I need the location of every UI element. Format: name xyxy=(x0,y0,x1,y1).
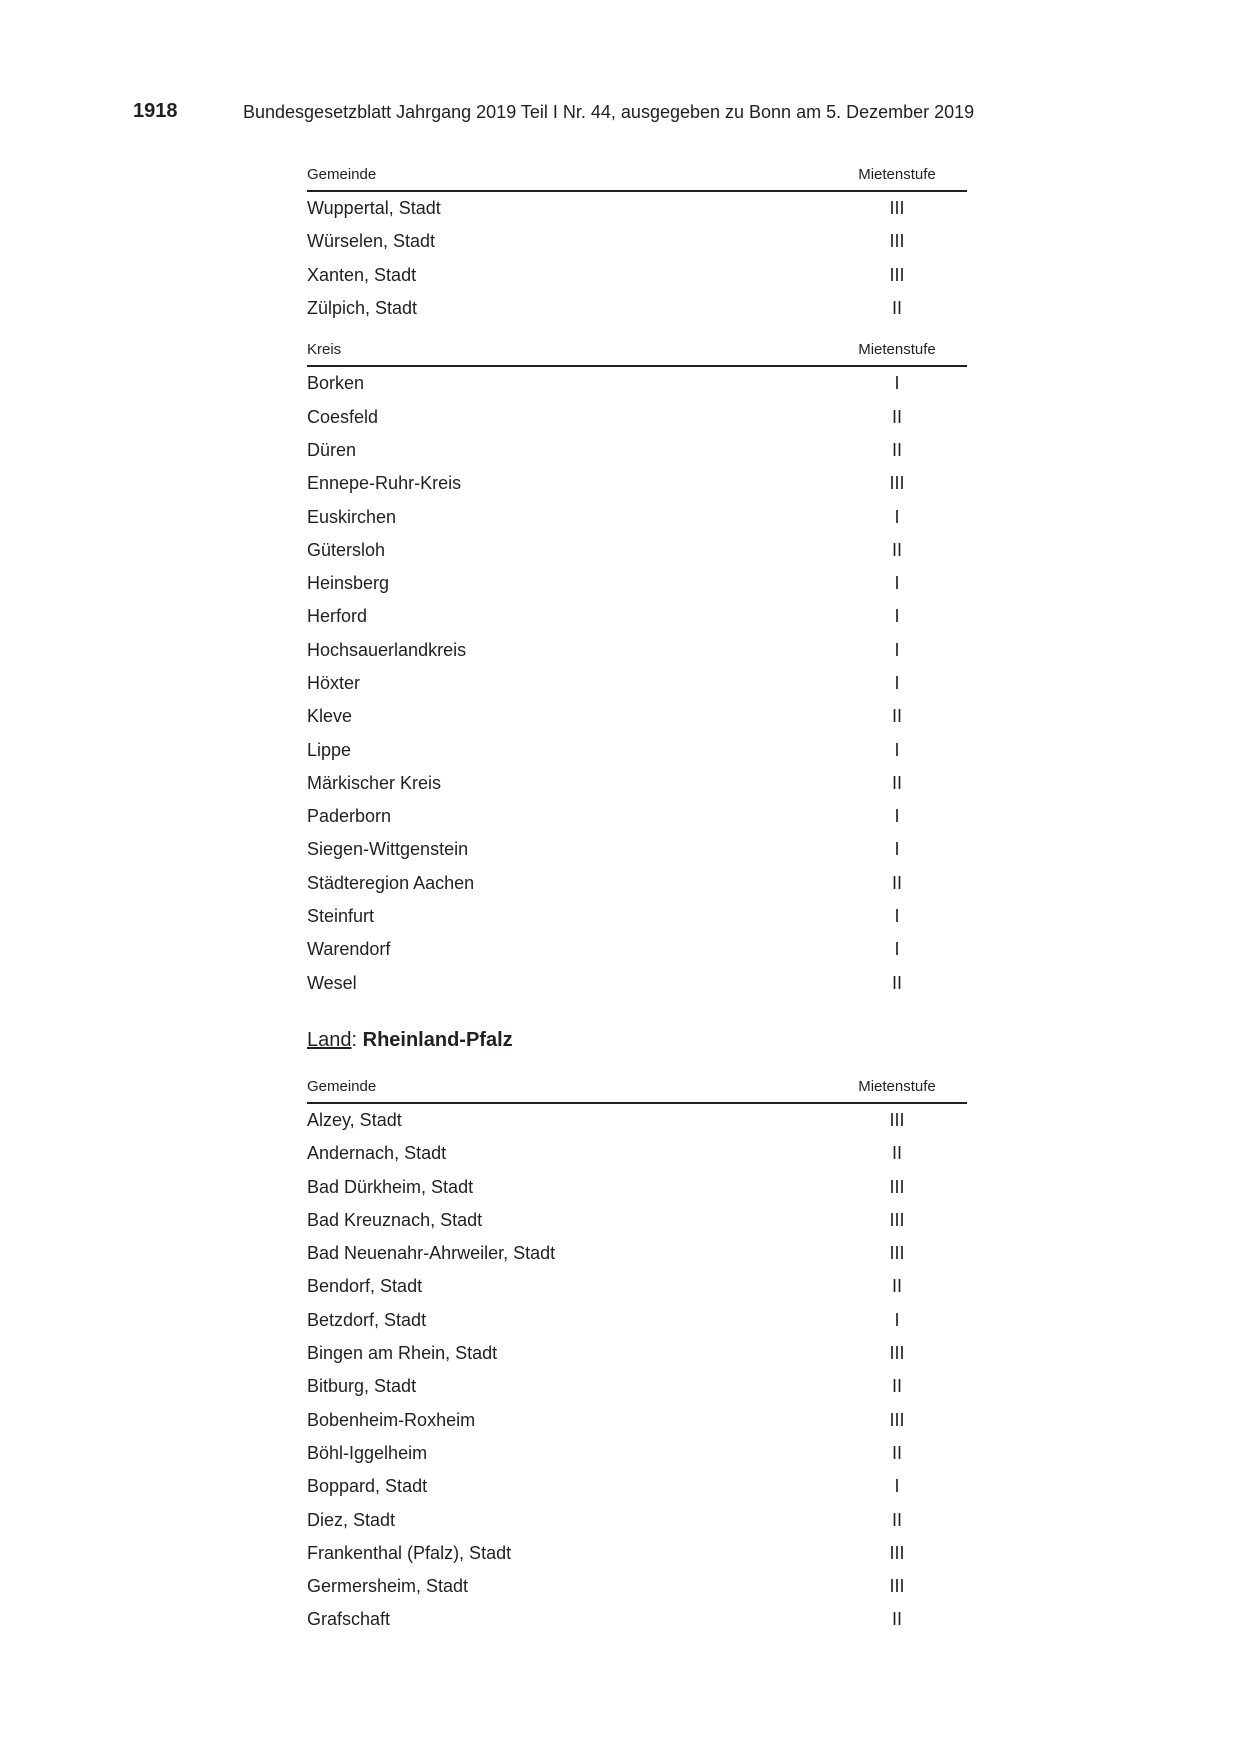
cell-mietenstufe: II xyxy=(891,872,902,893)
cell-mietenstufe: I xyxy=(894,939,900,960)
cell-mietenstufe: III xyxy=(889,1109,905,1130)
cell-mietenstufe: I xyxy=(894,1476,900,1497)
table-body xyxy=(307,1104,967,1637)
column-header-mietenstufe: Mietenstufe xyxy=(858,1077,936,1095)
table-row xyxy=(307,1270,967,1303)
cell-name: Lippe xyxy=(307,739,352,760)
cell-mietenstufe: I xyxy=(894,606,900,627)
cell-mietenstufe: II xyxy=(891,1509,902,1530)
gemeinde-table-nrw xyxy=(307,160,967,325)
cell-name: Bobenheim-Roxheim xyxy=(307,1409,476,1430)
cell-mietenstufe: III xyxy=(889,1542,905,1563)
cell-name: Xanten, Stadt xyxy=(307,264,417,285)
page-number: 1918 xyxy=(133,100,178,122)
table-row xyxy=(307,733,967,766)
table-row xyxy=(307,833,967,866)
table-row xyxy=(307,500,967,533)
table-row xyxy=(307,667,967,700)
land-name: Rheinland-Pfalz xyxy=(362,1028,513,1051)
cell-name: Düren xyxy=(307,439,357,460)
cell-name: Bitburg, Stadt xyxy=(307,1376,417,1397)
cell-mietenstufe: II xyxy=(891,539,902,560)
table-row xyxy=(307,767,967,800)
cell-mietenstufe: III xyxy=(889,1343,905,1364)
cell-mietenstufe: I xyxy=(894,506,900,527)
cell-name: Heinsberg xyxy=(307,573,390,594)
table-row xyxy=(307,567,967,600)
cell-mietenstufe: I xyxy=(894,1309,900,1330)
kreis-table-nrw xyxy=(307,335,967,1000)
column-header-gemeinde: Gemeinde xyxy=(307,166,377,183)
cell-mietenstufe: III xyxy=(889,1243,905,1264)
cell-mietenstufe: I xyxy=(894,739,900,760)
cell-mietenstufe: III xyxy=(889,1409,905,1430)
cell-name: Städteregion Aachen xyxy=(307,872,475,893)
cell-name: Alzey, Stadt xyxy=(307,1109,402,1130)
table-row xyxy=(307,800,967,833)
running-header: Bundesgesetzblatt Jahrgang 2019 Teil I Nr. 44, ausgegeben zu Bonn am 5. Dezember 2019 xyxy=(243,102,975,122)
cell-name: Frankenthal (Pfalz), Stadt xyxy=(307,1542,512,1563)
cell-mietenstufe: I xyxy=(894,573,900,594)
table-row xyxy=(307,1204,967,1237)
table-row xyxy=(307,933,967,966)
table-row xyxy=(307,434,967,467)
cell-mietenstufe: II xyxy=(891,706,902,727)
table-row xyxy=(307,1503,967,1536)
table-row xyxy=(307,1437,967,1470)
cell-name: Betzdorf, Stadt xyxy=(307,1309,427,1330)
table-row xyxy=(307,1170,967,1203)
cell-mietenstufe: III xyxy=(889,473,905,494)
table-row xyxy=(307,700,967,733)
cell-name: Bingen am Rhein, Stadt xyxy=(307,1343,498,1364)
cell-name: Bad Kreuznach, Stadt xyxy=(307,1209,483,1230)
page-content xyxy=(307,160,967,1637)
table-row xyxy=(307,967,967,1000)
cell-name: Märkischer Kreis xyxy=(307,772,442,793)
table-row xyxy=(307,1537,967,1570)
cell-name: Germersheim, Stadt xyxy=(307,1576,469,1597)
table-body xyxy=(307,367,967,1000)
table-body xyxy=(307,192,967,325)
cell-mietenstufe: II xyxy=(891,1143,902,1164)
land-separator: : xyxy=(351,1028,363,1051)
cell-mietenstufe: II xyxy=(891,406,902,427)
cell-mietenstufe: I xyxy=(894,673,900,693)
table-header xyxy=(307,1072,967,1104)
table-row xyxy=(307,400,967,433)
table-row xyxy=(307,1370,967,1403)
cell-name: Würselen, Stadt xyxy=(307,231,436,252)
table-row xyxy=(307,1603,967,1636)
land-heading xyxy=(307,1022,967,1058)
table-row xyxy=(307,467,967,500)
cell-mietenstufe: II xyxy=(891,972,902,993)
table-row xyxy=(307,1104,967,1137)
cell-name: Wesel xyxy=(307,972,357,993)
cell-name: Coesfeld xyxy=(307,406,379,427)
cell-name: Gütersloh xyxy=(307,539,386,560)
cell-name: Grafschaft xyxy=(307,1609,391,1630)
cell-mietenstufe: I xyxy=(894,373,900,394)
cell-mietenstufe: III xyxy=(889,264,905,285)
cell-name: Wuppertal, Stadt xyxy=(307,198,441,219)
cell-mietenstufe: II xyxy=(891,439,902,460)
cell-name: Boppard, Stadt xyxy=(307,1476,428,1497)
cell-name: Ennepe-Ruhr-Kreis xyxy=(307,473,462,494)
cell-mietenstufe: I xyxy=(894,806,900,827)
table-header xyxy=(307,335,967,367)
cell-mietenstufe: III xyxy=(889,1176,905,1197)
cell-mietenstufe: I xyxy=(894,906,900,927)
table-row xyxy=(307,1404,967,1437)
table-row xyxy=(307,367,967,400)
table-row xyxy=(307,259,967,292)
column-header-gemeinde: Gemeinde xyxy=(307,1077,377,1095)
table-row xyxy=(307,1304,967,1337)
cell-name: Warendorf xyxy=(307,939,391,960)
cell-name: Siegen-Wittgenstein xyxy=(307,839,469,860)
cell-name: Böhl-Iggelheim xyxy=(307,1442,428,1463)
table-row xyxy=(307,1337,967,1370)
cell-name: Höxter xyxy=(307,673,361,693)
land-label: Land xyxy=(307,1028,352,1051)
table-row xyxy=(307,292,967,325)
cell-mietenstufe: II xyxy=(891,1442,902,1463)
cell-mietenstufe: I xyxy=(894,839,900,860)
table-row xyxy=(307,1237,967,1270)
table-row xyxy=(307,900,967,933)
table-row xyxy=(307,1470,967,1503)
cell-mietenstufe: III xyxy=(889,1576,905,1597)
table-header xyxy=(307,160,967,192)
cell-name: Diez, Stadt xyxy=(307,1509,396,1530)
cell-name: Hochsauerlandkreis xyxy=(307,639,467,660)
cell-name: Bendorf, Stadt xyxy=(307,1276,423,1297)
cell-mietenstufe: II xyxy=(891,1609,902,1630)
cell-mietenstufe: II xyxy=(891,1376,902,1397)
table-row xyxy=(307,534,967,567)
cell-mietenstufe: III xyxy=(889,231,905,252)
table-row xyxy=(307,192,967,225)
cell-name: Borken xyxy=(307,373,365,394)
cell-mietenstufe: II xyxy=(891,772,902,793)
cell-name: Herford xyxy=(307,606,368,627)
cell-name: Paderborn xyxy=(307,806,392,827)
table-row xyxy=(307,867,967,900)
table-row xyxy=(307,634,967,667)
cell-name: Andernach, Stadt xyxy=(307,1143,447,1164)
column-header-mietenstufe: Mietenstufe xyxy=(858,166,936,183)
cell-name: Bad Dürkheim, Stadt xyxy=(307,1176,474,1197)
table-row xyxy=(307,1137,967,1170)
cell-name: Bad Neuenahr-Ahrweiler, Stadt xyxy=(307,1243,556,1264)
cell-name: Steinfurt xyxy=(307,906,375,927)
cell-mietenstufe: III xyxy=(889,198,905,219)
column-header-mietenstufe: Mietenstufe xyxy=(858,341,936,359)
column-header-kreis: Kreis xyxy=(307,341,342,359)
table-row xyxy=(307,1570,967,1603)
cell-mietenstufe: III xyxy=(889,1209,905,1230)
table-row xyxy=(307,600,967,633)
gemeinde-table-rlp xyxy=(307,1072,967,1637)
cell-name: Zülpich, Stadt xyxy=(307,298,418,319)
cell-mietenstufe: II xyxy=(891,298,902,319)
cell-name: Kleve xyxy=(307,706,353,727)
cell-name: Euskirchen xyxy=(307,506,397,527)
cell-mietenstufe: I xyxy=(894,639,900,660)
cell-mietenstufe: II xyxy=(891,1276,902,1297)
table-row xyxy=(307,225,967,258)
